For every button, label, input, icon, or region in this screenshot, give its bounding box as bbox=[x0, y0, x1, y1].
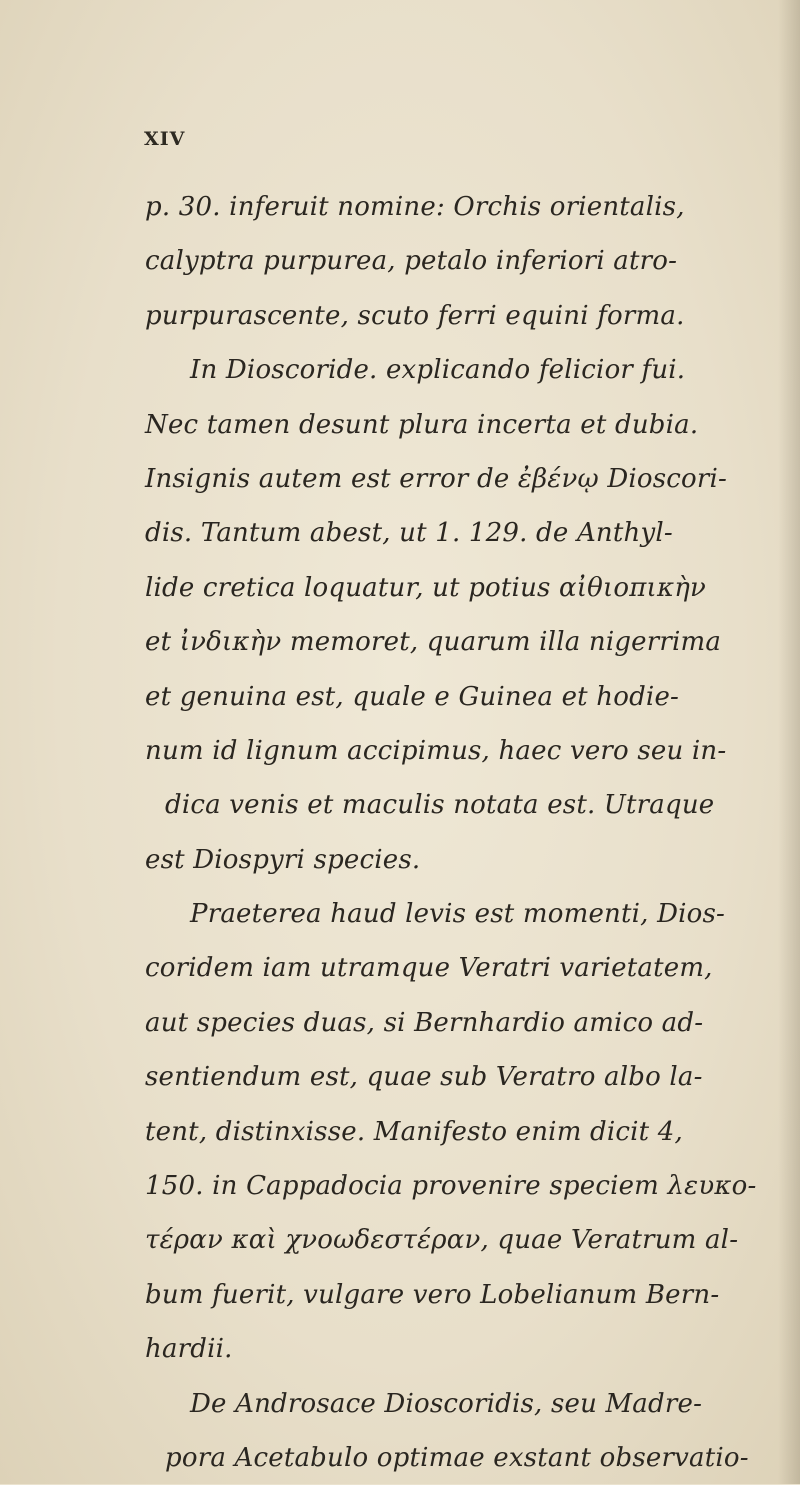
text-line-19: 150. in Cappadocia provenire speciem λευκο- bbox=[145, 1171, 757, 1202]
text-line-6: Insignis autem est error de ἐβένῳ Dioscori- bbox=[145, 463, 728, 494]
text-line-23: De Androsace Dioscoridis, seu Madre- bbox=[190, 1388, 703, 1419]
text-line-24: pora Acetabulo optimae exstant observatio- bbox=[165, 1442, 749, 1473]
page-number-header: XIV bbox=[144, 128, 186, 150]
text-line-1: p. 30. inferuit nomine: Orchis orientalis, bbox=[145, 192, 685, 222]
text-line-12: dica venis et maculis notata est. Utraque bbox=[165, 790, 715, 821]
text-line-16: aut species duas, si Bernhardio amico ad- bbox=[145, 1007, 704, 1038]
text-line-4: In Dioscoride. explicando felicior fui. bbox=[190, 355, 686, 386]
text-line-21: bum fuerit, vulgare vero Lobelianum Bern- bbox=[145, 1279, 720, 1310]
text-line-15: coridem iam utramque Veratri varietatem, bbox=[145, 953, 713, 984]
text-line-18: tent, distinxisse. Manifesto enim dicit 4, bbox=[145, 1116, 683, 1147]
text-line-2: calyptra purpurea, petalo inferiori atro- bbox=[145, 246, 678, 277]
text-line-8: lide cretica loquatur, ut potius αἰθιοπικὴν bbox=[145, 572, 706, 603]
body-text bbox=[145, 180, 785, 1485]
text-line-22: hardii. bbox=[145, 1334, 233, 1365]
text-line-7: dis. Tantum abest, ut 1. 129. de Anthyl- bbox=[145, 518, 673, 549]
text-line-17: sentiendum est, quae sub Veratro albo la- bbox=[145, 1062, 703, 1093]
text-line-13: est Diospyri species. bbox=[145, 844, 421, 875]
text-line-20: τέραν καὶ χνοωδεστέραν, quae Veratrum al- bbox=[145, 1225, 739, 1256]
text-line-11: num id lignum accipimus, haec vero seu in- bbox=[145, 735, 727, 766]
text-line-3: purpurascente, scuto ferri equini forma. bbox=[145, 300, 685, 331]
text-line-9: et ἰνδικὴν memoret, quarum illa nigerrima bbox=[145, 627, 722, 658]
text-line-14: Praeterea haud levis est momenti, Dios- bbox=[190, 899, 726, 930]
text-line-10: et genuina est, quale e Guinea et hodie- bbox=[145, 681, 680, 712]
text-line-5: Nec tamen desunt plura incerta et dubia. bbox=[145, 409, 699, 440]
